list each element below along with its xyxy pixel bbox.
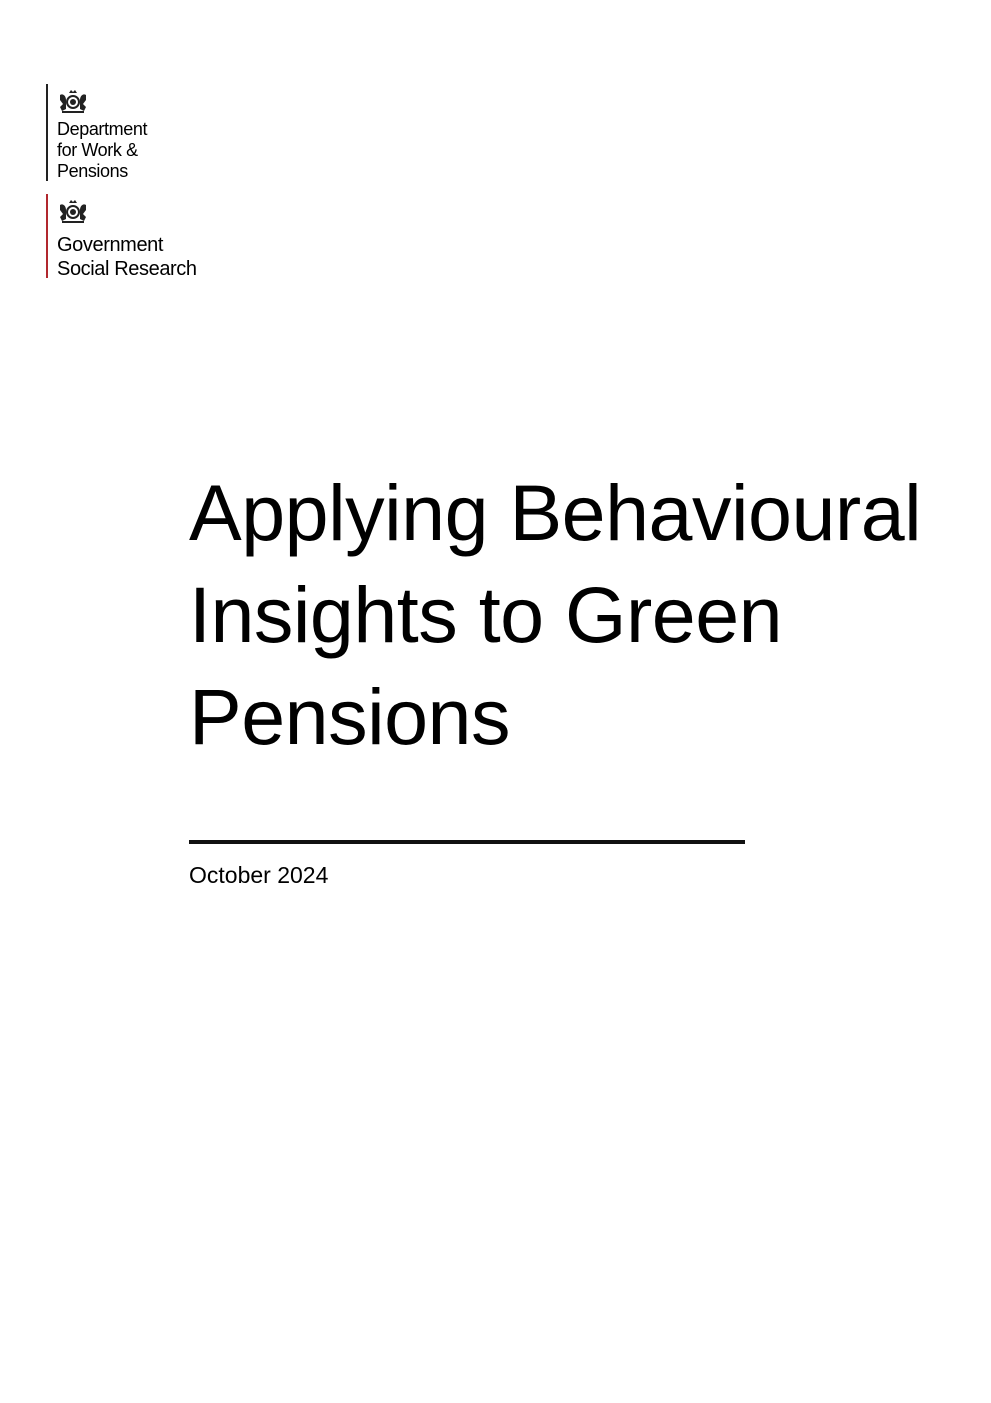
title-line: Applying Behavioural bbox=[189, 468, 922, 557]
logo-line: Social Research bbox=[57, 258, 197, 280]
gsr-logo bbox=[46, 194, 221, 278]
logo-line: for Work & bbox=[57, 140, 138, 160]
logo-line: Pensions bbox=[57, 161, 128, 181]
dwp-logo bbox=[46, 84, 166, 181]
title-divider-rule bbox=[189, 840, 745, 844]
title-line: Insights to Green bbox=[189, 570, 783, 659]
gsr-logo-text bbox=[57, 233, 197, 281]
logo-divider-bar bbox=[46, 194, 48, 278]
dwp-logo-text bbox=[57, 119, 147, 182]
publication-date: October 2024 bbox=[189, 862, 329, 888]
logo-line: Government bbox=[57, 234, 164, 256]
logo-divider-bar bbox=[46, 84, 48, 181]
logo-line: Department bbox=[57, 119, 148, 139]
royal-coat-of-arms-icon bbox=[56, 87, 90, 115]
title-line: Pensions bbox=[189, 672, 510, 761]
document-title bbox=[189, 462, 921, 768]
royal-coat-of-arms-icon bbox=[56, 197, 90, 225]
